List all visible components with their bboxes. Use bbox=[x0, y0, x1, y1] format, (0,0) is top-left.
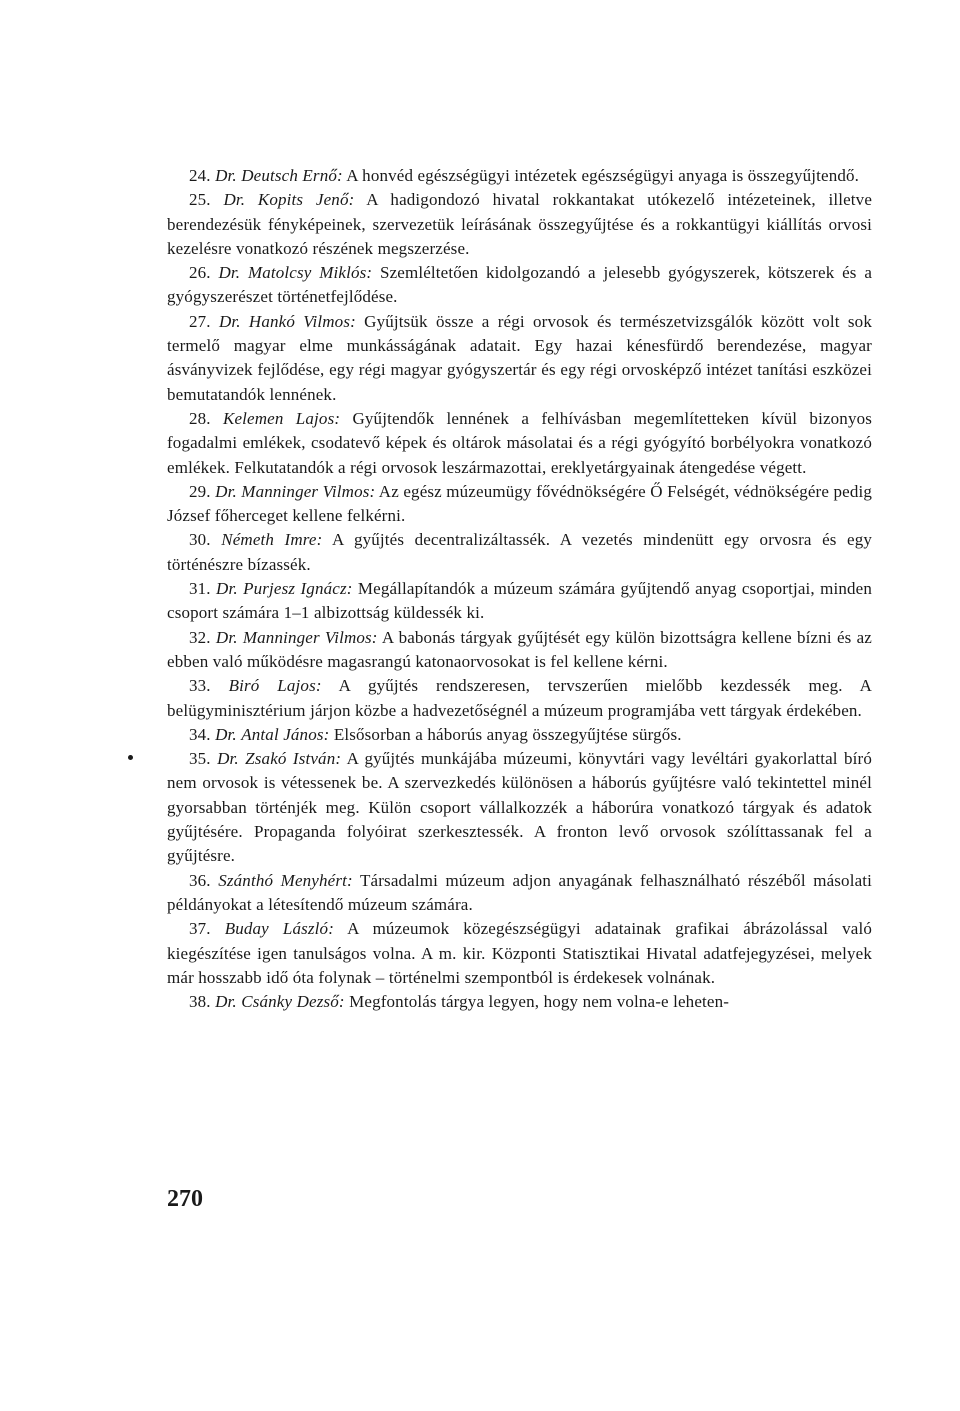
entry-number: 38. bbox=[189, 992, 211, 1012]
entry-text: A hadigondozó hivatal rokkantakat utókezelő intézeteinek, illetve berendezésük fényképeinek, szervezetük leírásának összegyűjtése és a rokkantügyi kiállítás orvosi kezelésre vonatkozó részének megszerzése. bbox=[167, 190, 873, 258]
entry-30 bbox=[167, 528, 872, 577]
page-body-text bbox=[167, 164, 872, 1014]
entry-author: Biró Lajos: bbox=[228, 676, 322, 696]
entry-36 bbox=[167, 869, 872, 918]
entry-number: 33. bbox=[189, 676, 211, 696]
entry-author: Hankó Vilmos: bbox=[248, 311, 356, 331]
entry-author: Antal János: bbox=[241, 724, 330, 744]
entry-text: Az egész múzeumügy fővédnökségére Ő Felségét, védnökségére pedig József főherceget kellene felkérni. bbox=[167, 481, 872, 526]
entry-text: Gyűjtendők lennének a felhívásban megemlítetteken kívül bizonyos fogadalmi emlékek, csodatevő képek és oltárok másolatai és a régi gyógyító borbélyokra vonatkozó emlékek. Felkutatandók a régi orvosok leszármazottai, ereklyetárgyainak átengedése végett. bbox=[167, 408, 873, 477]
entry-number: 32. bbox=[189, 627, 211, 647]
entry-author: Kelemen Lajos: bbox=[223, 408, 341, 428]
entry-text: A gyűjtés rendszeresen, tervszerűen mielőbb kezdessék meg. A belügyminisztérium járjon közbe a hadvezetőségnél a múzeum programjába vett tárgyak érdekében. bbox=[167, 676, 873, 720]
page-number: 270 bbox=[167, 1186, 203, 1212]
entry-author: Szánthó Menyhért: bbox=[218, 870, 353, 890]
entry-number: 31. bbox=[189, 579, 211, 599]
entry-35 bbox=[167, 747, 872, 868]
entry-text: Elsősorban a háborús anyag összegyűjtése sürgős. bbox=[333, 724, 682, 744]
entry-29 bbox=[167, 480, 872, 529]
entry-32 bbox=[167, 626, 872, 675]
entry-title: Dr. bbox=[217, 749, 239, 769]
entry-number: 29. bbox=[189, 481, 211, 501]
entry-author: Kopits Jenő: bbox=[257, 190, 355, 210]
entry-author: Manninger Vilmos: bbox=[241, 481, 376, 501]
entry-number: 24. bbox=[189, 166, 211, 185]
margin-dot-mark bbox=[128, 755, 133, 760]
entry-text: Szemléltetően kidolgozandó a jelesebb gyógyszerek, kötszerek és a gyógyszerészet történetfejlődése. bbox=[167, 263, 873, 307]
entry-24 bbox=[167, 164, 872, 188]
entry-text: A múzeumok közegészségügyi adatainak grafikai ábrázolással való kiegészítése igen tanulságos volna. A m. kir. Központi Statisztikai Hivatal adatfejegyzései, melyek már hosszabb idő óta folynak – történelmi szempontból is érdekesek volnának. bbox=[167, 919, 872, 987]
entry-author: Csánky Dezső: bbox=[241, 992, 345, 1012]
entry-number: 26. bbox=[189, 263, 211, 283]
entry-title: Dr. bbox=[215, 627, 238, 647]
entry-title: Dr. bbox=[215, 481, 237, 501]
entry-text: Megfontolás tárgya legyen, hogy nem volna-e leheten- bbox=[349, 992, 730, 1012]
entry-author: Buday László: bbox=[224, 919, 335, 939]
entry-text: A gyűjtés decentralizáltassék. A vezetés mindenütt egy orvosra és egy történészre bízassék. bbox=[167, 530, 873, 574]
entry-text: Megállapítandók a múzeum számára gyűjtendő anyag csoportjai, minden csoport számára 1–1 albizottság küldessék ki. bbox=[167, 579, 873, 623]
entry-number: 30. bbox=[189, 530, 211, 550]
entry-author: Purjesz Ignácz: bbox=[243, 579, 353, 599]
entry-title: Dr. bbox=[215, 166, 237, 185]
entry-author: Matolcsy Miklós: bbox=[247, 263, 373, 283]
entry-37 bbox=[167, 917, 872, 990]
entry-title: Dr. bbox=[218, 311, 241, 331]
entry-author: Németh Imre: bbox=[221, 530, 323, 550]
entry-title: Dr. bbox=[218, 263, 241, 283]
entry-25 bbox=[167, 188, 872, 261]
entry-text: A babonás tárgyak gyűjtését egy külön bizottságra kellene bízni és az ebben való működésre magasrangú katonaorvosokat is fel kellene kérni. bbox=[167, 627, 872, 671]
entry-number: 28. bbox=[189, 408, 211, 428]
entry-34 bbox=[167, 723, 872, 747]
entry-33 bbox=[167, 674, 872, 723]
entry-title: Dr. bbox=[223, 190, 246, 210]
entry-number: 25. bbox=[189, 190, 211, 210]
entry-author: Deutsch Ernő: bbox=[241, 166, 343, 185]
entry-title: Dr. bbox=[216, 579, 238, 599]
entry-text: A gyűjtés munkájába múzeumi, könyvtári vagy levéltári gyakorlattal bíró nem orvosok is vétessenek be. A szervezkedés különösen a háborús gyűjtésre való tekintettel minél gyorsabban történjék meg. Külön csoport vállalkozzék a háborúra vonatkozó tárgyak és adatok gyűjtésére. Propaganda folyóirat szerkesztessék. A fronton levő orvosok szólíttassanak fel a gyűjtésre. bbox=[167, 749, 872, 866]
entry-text: Gyűjtsük össze a régi orvosok és természetvizsgálók között volt sok termelő magyar elme munkásságának adatait. Egy hazai kénesfürdő berendezése, magyar ásványvizek fejlődése, egy régi magyar gyógyszertár és egy régi orvosképző intézet tanítási eszközei bemutatandók lennének. bbox=[167, 311, 872, 404]
entry-27 bbox=[167, 310, 872, 407]
entry-text: Társadalmi múzeum adjon anyagának felhasználható részéből másolati példányokat a létesítendő múzeum számára. bbox=[167, 870, 873, 914]
entry-26 bbox=[167, 261, 872, 310]
entry-author: Manninger Vilmos: bbox=[242, 627, 378, 647]
entry-number: 34. bbox=[189, 724, 211, 744]
entry-38 bbox=[167, 990, 872, 1014]
entry-title: Dr. bbox=[215, 992, 237, 1012]
entry-title: Dr. bbox=[215, 724, 237, 744]
entry-text: A honvéd egészségügyi intézetek egészségügyi anyaga is összegyűjtendő. bbox=[346, 166, 860, 185]
entry-number: 35. bbox=[189, 749, 211, 769]
entry-28 bbox=[167, 407, 872, 480]
entry-number: 37. bbox=[189, 919, 211, 939]
entry-number: 36. bbox=[189, 870, 211, 890]
entry-31 bbox=[167, 577, 872, 626]
entry-author: Zsakó István: bbox=[245, 749, 342, 769]
entry-number: 27. bbox=[189, 311, 211, 331]
